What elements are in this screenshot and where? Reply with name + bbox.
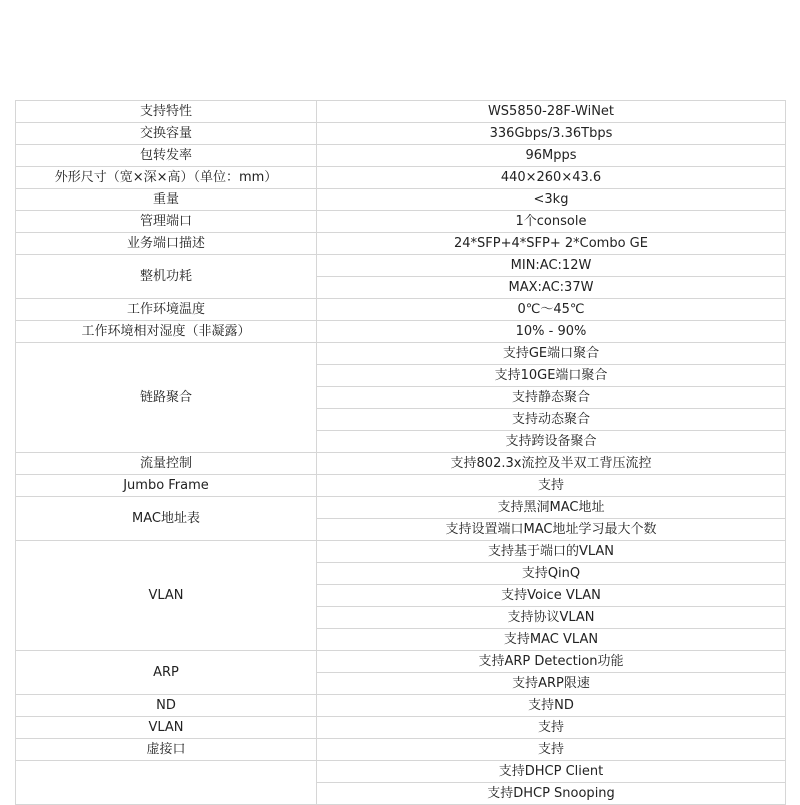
spec-value-cell: 440×260×43.6	[317, 167, 786, 189]
spec-value-cell: 支持DHCP Snooping	[317, 783, 786, 805]
table-row	[16, 101, 786, 123]
spec-label-cell: 包转发率	[16, 145, 317, 167]
table-row	[16, 211, 786, 233]
spec-table	[15, 100, 786, 805]
spec-value-cell: 支持	[317, 475, 786, 497]
table-row	[16, 475, 786, 497]
spec-label-cell: 支持特性	[16, 101, 317, 123]
table-row	[16, 123, 786, 145]
spec-label-cell: VLAN	[16, 717, 317, 739]
table-row	[16, 717, 786, 739]
spec-label-cell: 业务端口描述	[16, 233, 317, 255]
spec-value-cell: 24*SFP+4*SFP+ 2*Combo GE	[317, 233, 786, 255]
spec-value-cell: 支持QinQ	[317, 563, 786, 585]
spec-value-cell: 支持ARP限速	[317, 673, 786, 695]
spec-value-cell: 336Gbps/3.36Tbps	[317, 123, 786, 145]
table-row	[16, 497, 786, 519]
spec-value-cell: 支持黑洞MAC地址	[317, 497, 786, 519]
spec-label-cell: 重量	[16, 189, 317, 211]
table-row	[16, 739, 786, 761]
table-row	[16, 255, 786, 277]
spec-label-cell: 工作环境相对湿度（非凝露）	[16, 321, 317, 343]
spec-value-cell: 支持设置端口MAC地址学习最大个数	[317, 519, 786, 541]
spec-label-cell: 整机功耗	[16, 255, 317, 299]
spec-label-cell: MAC地址表	[16, 497, 317, 541]
spec-value-cell: 支持跨设备聚合	[317, 431, 786, 453]
spec-value-cell: 支持DHCP Client	[317, 761, 786, 783]
table-row	[16, 321, 786, 343]
spec-value-cell: <3kg	[317, 189, 786, 211]
spec-value-cell: 支持ND	[317, 695, 786, 717]
table-row	[16, 145, 786, 167]
spec-label-cell: 流量控制	[16, 453, 317, 475]
spec-label-cell: Jumbo Frame	[16, 475, 317, 497]
spec-value-cell: 支持MAC VLAN	[317, 629, 786, 651]
table-row	[16, 189, 786, 211]
table-row	[16, 541, 786, 563]
spec-value-cell: MIN:AC:12W	[317, 255, 786, 277]
table-row	[16, 453, 786, 475]
spec-label-cell: 虚接口	[16, 739, 317, 761]
spec-value-cell: 支持ARP Detection功能	[317, 651, 786, 673]
table-row	[16, 233, 786, 255]
table-row	[16, 651, 786, 673]
spec-value-cell: 0℃～45℃	[317, 299, 786, 321]
spec-value-cell: MAX:AC:37W	[317, 277, 786, 299]
spec-table-body	[16, 101, 786, 805]
spec-label-cell: ND	[16, 695, 317, 717]
table-row	[16, 343, 786, 365]
spec-value-cell: 支持	[317, 739, 786, 761]
spec-label-cell	[16, 761, 317, 805]
spec-value-cell: 支持802.3x流控及半双工背压流控	[317, 453, 786, 475]
table-row	[16, 299, 786, 321]
spec-value-cell: 支持基于端口的VLAN	[317, 541, 786, 563]
spec-value-cell: 支持Voice VLAN	[317, 585, 786, 607]
spec-label-cell: 链路聚合	[16, 343, 317, 453]
spec-value-cell: 10% - 90%	[317, 321, 786, 343]
spec-value-cell: WS5850-28F-WiNet	[317, 101, 786, 123]
spec-value-cell: 支持静态聚合	[317, 387, 786, 409]
spec-label-cell: 管理端口	[16, 211, 317, 233]
spec-value-cell: 支持协议VLAN	[317, 607, 786, 629]
spec-label-cell: VLAN	[16, 541, 317, 651]
spec-value-cell: 支持动态聚合	[317, 409, 786, 431]
spec-label-cell: 工作环境温度	[16, 299, 317, 321]
spec-value-cell: 1个console	[317, 211, 786, 233]
spec-value-cell: 支持	[317, 717, 786, 739]
table-row	[16, 167, 786, 189]
spec-label-cell: 外形尺寸（宽×深×高）（单位：mm）	[16, 167, 317, 189]
table-row	[16, 761, 786, 783]
spec-value-cell: 支持10GE端口聚合	[317, 365, 786, 387]
spec-label-cell: 交换容量	[16, 123, 317, 145]
spec-value-cell: 支持GE端口聚合	[317, 343, 786, 365]
spec-label-cell: ARP	[16, 651, 317, 695]
spec-value-cell: 96Mpps	[317, 145, 786, 167]
table-row	[16, 695, 786, 717]
